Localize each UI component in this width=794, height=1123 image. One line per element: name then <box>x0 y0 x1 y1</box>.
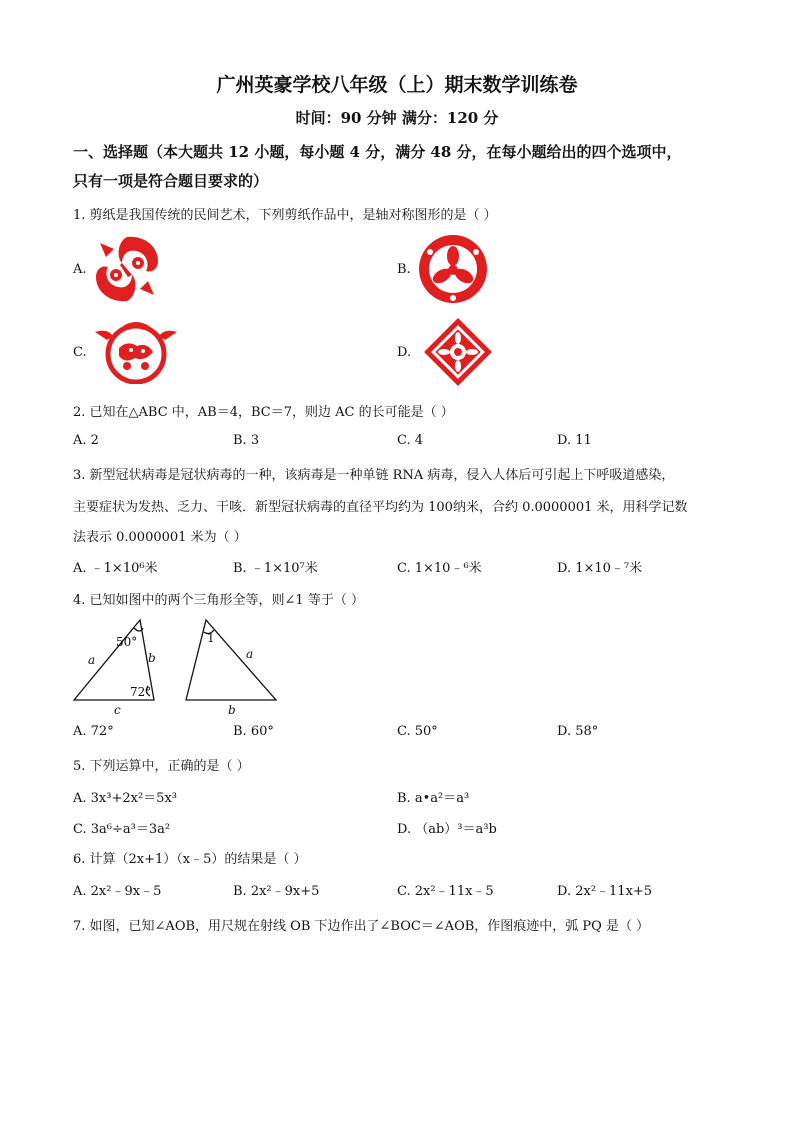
t1-angle-br-label: 72° <box>130 685 152 699</box>
t1-side-b-label: b <box>148 651 156 665</box>
q6-option-d: D. 2x²﹣11x+5 <box>557 884 653 899</box>
papercut-fish-image <box>92 233 162 305</box>
q3-option-b: B. ﹣1×10⁷米 <box>233 561 318 576</box>
t2-angle-1-label: 1 <box>207 631 215 645</box>
q5-option-d: D. （ab）³＝a³b <box>397 822 497 837</box>
t1-angle-top-label: 50° <box>116 635 138 649</box>
t1-side-a-label: a <box>88 653 96 667</box>
q1-option-a-label: A. <box>73 262 87 277</box>
question-3-line1: 3. 新型冠状病毒是冠状病毒的一种，该病毒是一种单链 RNA 病毒，侵入人体后可引起上下呼吸道感染， <box>73 468 675 483</box>
question-1-stem: 1. 剪纸是我国传统的民间艺术，下列剪纸作品中，是轴对称图形的是（ ） <box>73 208 497 223</box>
q5-option-a: A. 3x³+2x²＝5x³ <box>73 791 177 806</box>
question-3-line3: 法表示 0.0000001 米为（ ） <box>73 530 247 545</box>
q2-option-a: A. 2 <box>73 433 99 448</box>
question-5-stem: 5. 下列运算中，正确的是（ ） <box>73 759 250 774</box>
t2-side-b-label: b <box>228 703 236 717</box>
q6-option-c: C. 2x²﹣11x﹣5 <box>397 884 494 899</box>
question-2-stem: 2. 已知在△ABC 中，AB＝4，BC＝7，则边 AC 的长可能是（ ） <box>73 405 454 420</box>
papercut-rabbits-image <box>416 232 490 306</box>
q2-option-c: C. 4 <box>397 433 424 448</box>
t2-side-a-label: a <box>246 647 254 661</box>
section-heading-line2: 只有一项是符合题目要求的） <box>73 172 269 190</box>
q1-option-d-label: D. <box>397 345 412 360</box>
q4-option-d: D. 58° <box>557 724 599 739</box>
section-heading-line1: 一、选择题（本大题共 12 小题，每小题 4 分，满分 48 分，在每小题给出的四个选项中， <box>73 143 682 161</box>
exam-info: 时间：90 分钟 满分：120 分 <box>295 109 499 127</box>
q5-option-c: C. 3a⁶÷a³＝3a² <box>73 822 171 837</box>
q6-option-b: B. 2x²﹣9x+5 <box>233 884 320 899</box>
t1-side-c-label: c <box>114 703 121 717</box>
q2-option-b: B. 3 <box>233 433 260 448</box>
q3-option-c: C. 1×10﹣⁶米 <box>397 561 482 576</box>
congruent-triangles-figure <box>68 614 288 718</box>
q6-option-a: A. 2x²﹣9x﹣5 <box>73 884 162 899</box>
page-title: 广州英豪学校八年级（上）期末数学训练卷 <box>216 74 578 96</box>
q3-option-a: A. ﹣1×10⁶米 <box>73 561 158 576</box>
q4-option-a: A. 72° <box>73 724 114 739</box>
q2-option-d: D. 11 <box>557 433 592 448</box>
q1-option-b-label: B. <box>397 262 411 277</box>
q4-option-c: C. 50° <box>397 724 438 739</box>
question-6-stem: 6. 计算（2x+1）（x﹣5）的结果是（ ） <box>73 852 307 867</box>
q4-option-b: B. 60° <box>233 724 274 739</box>
papercut-diamond-flower-image <box>420 314 496 390</box>
question-3-line2: 主要症状为发热、乏力、干咳．新型冠状病毒的直径平均约为 100纳米，合约 0.0000001 米，用科学记数 <box>73 500 688 515</box>
question-4-stem: 4. 已知如图中的两个三角形全等，则∠1 等于（ ） <box>73 593 364 608</box>
triangle-2 <box>186 620 276 700</box>
papercut-round-ornament-image <box>93 318 179 384</box>
q3-option-d: D. 1×10﹣⁷米 <box>557 561 643 576</box>
question-7-stem: 7. 如图，已知∠AOB，用尺规在射线 OB 下边作出了∠BOC＝∠AOB，作图痕迹中，弧 PQ 是（ ） <box>73 919 650 934</box>
q5-option-b: B. a•a²＝a³ <box>397 791 470 806</box>
q1-option-c-label: C. <box>73 345 87 360</box>
